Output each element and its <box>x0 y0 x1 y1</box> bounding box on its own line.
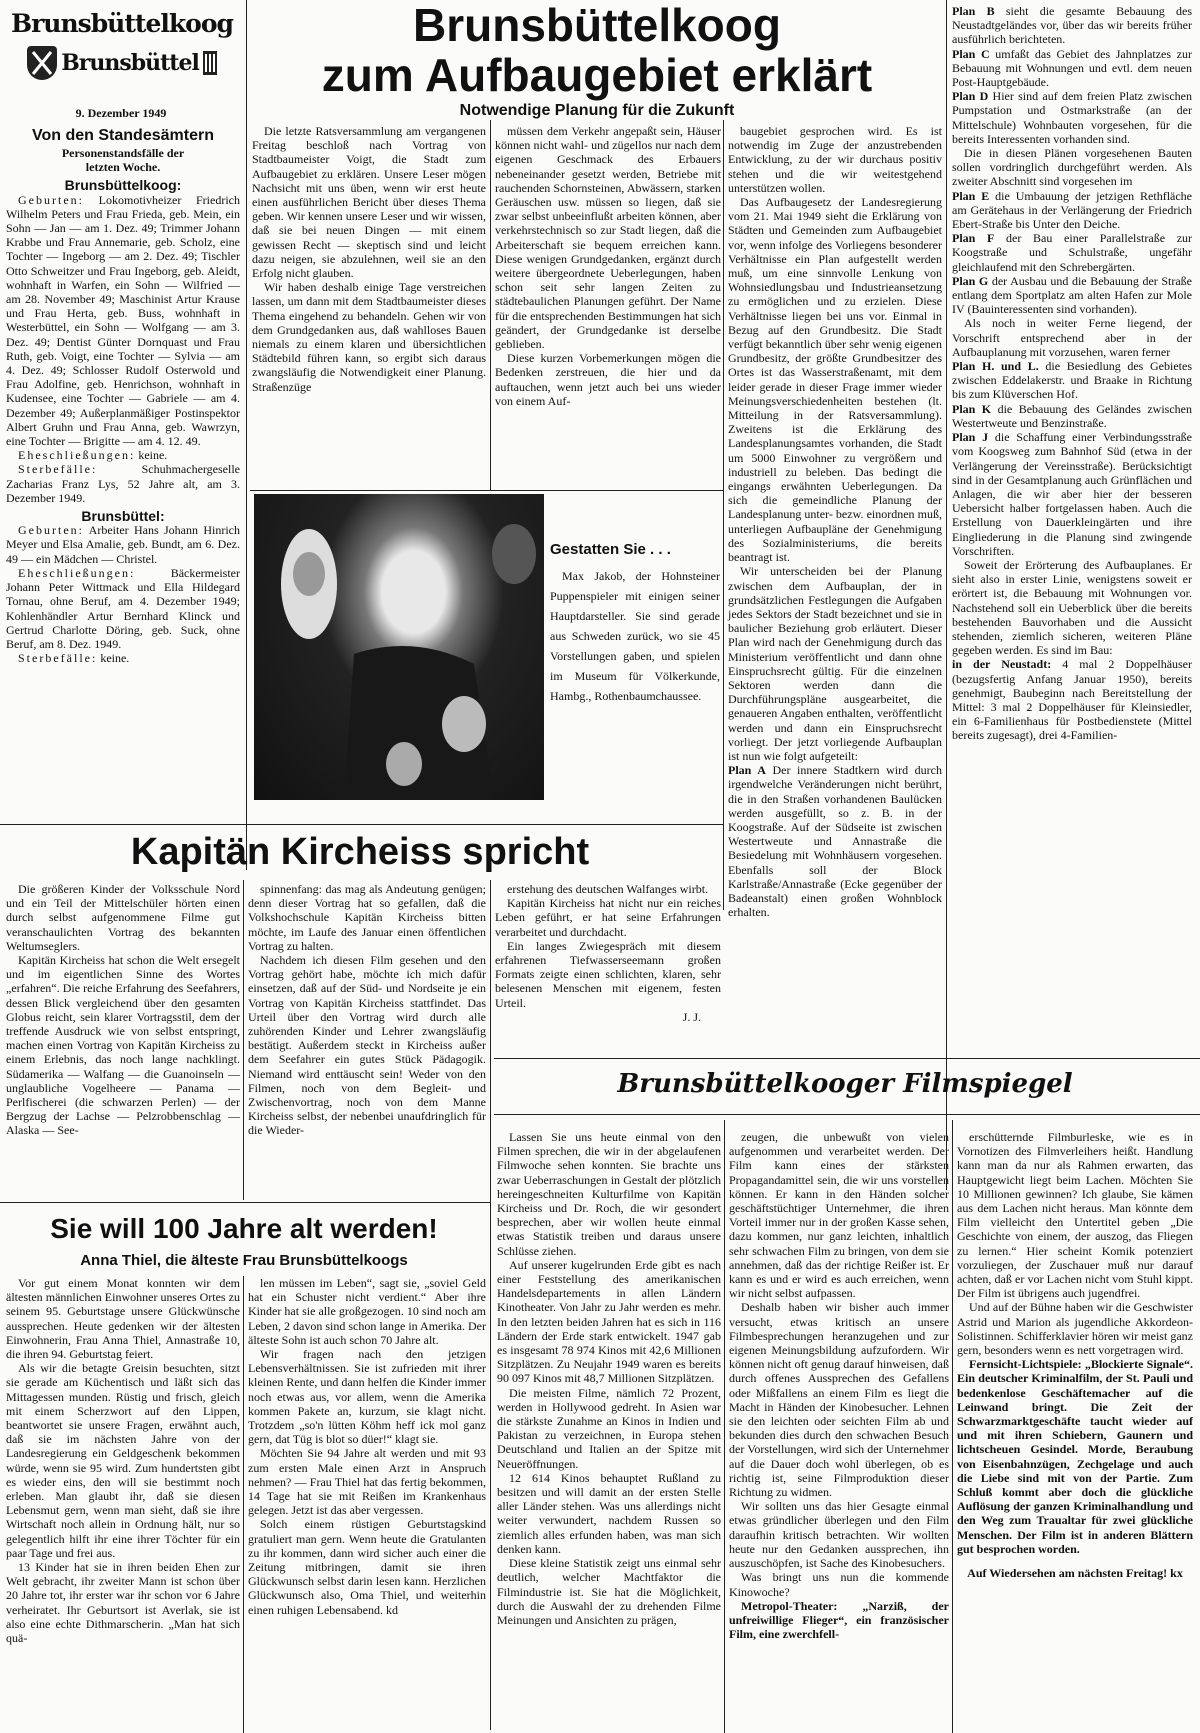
plan-label: Plan F <box>952 231 995 246</box>
paragraph: 12 614 Kinos behauptet Rußland zu besitzen und will damit an der ersten Stelle aller Länder stehen. Was uns allerdings nicht weiter verwundert, nachdem Russen so ziemlich alles erfunden haben, was man sich denken kann. <box>497 1470 721 1556</box>
coat-of-arms-icon <box>27 46 57 80</box>
paragraph: spinnenfang: das mag als Andeutung genügen; denn dieser Vortrag hat so gefallen, daß die Volkshochschule Kapitän Kircheiss bitten möchte, im Laufe des Januar einen öffentlichen Vortrag zu halten. <box>248 882 486 953</box>
paragraph: Als wir die betagte Greisin besuchten, sitzt sie gerade am Küchentisch und läßt sich das Mittagessen munden. Rüstig und frisch, gleich mit einem Scherzwort auf den Lippen, beantwortet sie unsere Fragen, erwähnt auch, daß sie im nächsten Jahre von der Landesregierung ein Geldgeschenk bekommen würde, wenn sie 95 wird. Zum hundertsten gibt es wieder eins, den will sie bestimmt noch erleben. Man glaubt ihr, daß sie diesen Lebensmut gern, wenn man sieht, daß sie ihre Wirtschaft noch allein in Ordnung hält, nur so gelegentlich hilft ihr eine ihrer Töchter für ein paar Tage und frei aus. <box>6 1361 240 1560</box>
deaths-text: Schuhmachergeselle Zacharias Franz Lys, 52 Jahre alt, am 3. Dezember 1949. <box>6 462 240 505</box>
paragraph: Deshalb haben wir bisher auch immer versucht, etwas kritisch an unsere Filmbesprechungen heranzugehen und zur eigenen Meinungsbildung aufzufordern. Wir können nicht oft genug darauf hinweisen, daß durch offenes Aussprechen des Gefallens oder Mißfallens an einem Film es liegt die Macht in Händen der Kinobesucher. Lehnen sie den leichten oder seichten Film ab und bekunden dies durch den schwachen Besuch der Vorstellungen, wird sich der Unternehmer auf die Dauer doch wohl überlegen, ob es richtig ist, seine Filmproduktion dieser Richtung zu widmen. <box>729 1300 949 1500</box>
thiel-subtitle: Anna Thiel, die älteste Frau Brunsbüttelkoogs <box>80 1252 408 1269</box>
births-label: Geburten: <box>18 523 84 538</box>
masthead-title: Brunsbüttelkoog <box>10 9 234 38</box>
paragraph: Die letzte Ratsversammlung am vergangenen Freitag beschloß nach Vortrag von Stadtbaumeister Voigt, die Stadt zum Aufbaugebiet zu erklären. Unsere Leser mögen Nachsicht mit uns üben, wenn wir erst heute einen ausführlichen Bericht über dieses Thema geben. Wir kennen unsere Leser und wir wissen, daß sie bei neuen Dingen — mit einem gewissen Recht — skeptisch sind und leicht dazu neigen, sie abzulehnen, weil sie an den Erfolg nicht glauben. <box>252 124 486 281</box>
masthead-ornament <box>203 51 217 75</box>
paragraph: Das Aufbaugesetz der Landesregierung vom 21. Mai 1949 sieht die Erklärung von Städten und Gemeinden zum Aufbaugebiet vor, wenn infolge des Vorliegens besonderer Verhältnisse ein Plan aufgestellt werden muß, um eine sinnvolle Lenkung von Wohnsiedlungsbau und Industrieansetzung zu ermöglichen und zu erzielen. Diese Verhältnisse liegen bei uns vor. Einmal in Bezug auf den Grundbesitz. Die Stadt verfügt bekanntlich über sehr wenig eigenen Grundbesitz, der größte Grundbesitzer des Ortes ist das Wasserstraßenamt, mit dem leider gerade in dieser Frage immer wieder Meinungsverschiedenheiten bestehen (lt. Mitteilung in der Ratsversammlung). Zweitens ist die Erklärung des Landesplanungsamtes vorhanden, die Stadt um 5000 Einwohner zu vergrößern und industriell zu beleben. Das bedingt die eingangs erwähnten Ueberlegungen. Da sich die gemeindliche Planung der Landesplanung unter- bezw. einordnen muß, unterliegen Aufbaupläne der Genehmigung des Sozialministeriums, die bereits beantragt ist. <box>728 195 942 565</box>
paragraph: Kapitän Kircheiss hat schon die Welt ersegelt und im eigentlichen Sinne des Wortes „erfahren“. Die reiche Erfahrung des Seefahrers, dessen Blick vergleichend über den gesamten Globus reicht, sein klarer Vortragsstil, dem der treffende Ausdruck wie von selbst entspringt, machen einen Vortrag von Kapitän Kircheiss zu einem Erlebnis, das noch lange nachklingt. Südamerika — Walfang — die Guanoinseln — unglaubliche Vogelheere — Panama — Perlfischerei (die schwarzen Perlen) — der Bergzug der Lachse — Pelzrobbenschlag — Alaska — See- <box>6 953 240 1138</box>
aufbau-headline-1: Brunsbüttelkoog <box>413 0 781 51</box>
paragraph: Solch einem rüstigen Geburtstagskind gratuliert man gern. Wenn heute die Gratulanten zu ihr kommen, dann wird sicher auch einer die Zeitung mitbringen, damit sie ihren Glückwunsch selbst darin lesen kann. Herzlichen Glückwunsch also, Oma Thiel, und weiterhin einen ruhigen Lebensabend. kd <box>248 1517 486 1617</box>
paragraph: baugebiet gesprochen wird. Es ist notwendig im Zuge der anzustrebenden Entwicklung, zu der wir durchaus positiv stehen und die wir weitestgehend unterstützen wollen. <box>728 124 942 195</box>
column-rule <box>723 120 724 910</box>
aufbau-subtitle: Notwendige Planung für die Zukunft <box>459 102 735 119</box>
plan-text: sieht die gesamte Bebauung des Neustadtgeländes vor, über das wir bereits früher ausführlich berichteten. <box>952 4 1193 47</box>
plan-label: Plan E <box>952 188 990 203</box>
section-rule <box>494 1114 1200 1115</box>
births-label: Geburten: <box>18 192 84 207</box>
signature: kx <box>1170 1566 1183 1581</box>
births-text: Arbeiter Hans Johann Hinrich Meyer und Elsa Amalie, geb. Bundt, am 6. Dez. 49 — ein Mädchen — Christel. <box>6 523 240 566</box>
deaths-text: keine. <box>100 651 130 666</box>
standesamt-subtitle: Personenstandsfälle der letzten Woche. <box>61 146 185 175</box>
paragraph: Vor gut einem Monat konnten wir dem ältesten männlichen Einwohner unseres Ortes zu seinem 95. Geburtstage unsere Glückwünsche aussprechen. Heute gedenken wir der ältesten Einwohnerin, Frau Anna Thiel, Annastraße 10, die ihren 94. Geburtstag feiert. <box>6 1276 240 1362</box>
births-text: Lokomotivheizer Friedrich Wilhelm Peters und Frau Frieda, geb. Mein, ein Sohn — Jan — am 1. Dez. 49; Trimmer Johann Krabbe und Frau Annemarie, geb. Scholz, eine Tochter — Ingeborg — am 2. Dez. 49; Tischler Otto Schweitzer und Frau Ingeborg, geb. Aleidt, wohnhaft in Warfen, ein Sohn — Wilfried — am 28. November 49; Maschinist Artur Krause und Frau Herta, geb. Buss, wohnhaft in Westerbüttel, ein Sohn — Wolfgang — am 3. Dez. 49; Dentist Günter Dornquast und Frau Ruth, geb. Voigt, eine Tochter — Sylvia — am 4. Dez. 49; Schlosser Rudolf Osterwold und Frau Adolfine, geb. Henrichson, wohnhaft in Kudensee, eine Tochter — Gabriele — am 4. Dezember 49; Außerplanmäßiger Postinspektor Albert Gruhn und Frau Anna, geb. Wawrzyn, eine Tochter — Brigitte — am 4. 12. 49. <box>6 192 240 449</box>
plan-label: Plan H. und L. <box>952 359 1039 374</box>
paragraph: Als noch in weiter Ferne liegend, der Vorschrift entsprechend aber in der Aufbauplanung mit vorzusehen, waren ferner <box>952 316 1192 359</box>
plan-label: Plan J <box>952 430 989 445</box>
signature: J. J. <box>682 1009 701 1024</box>
plan-text: 4 mal 2 Doppelhäuser (bezugsfertig Anfang Januar 1950), bereits genehmigt, Baubeginn nach Bereitstellung der Mittel: 3 mal 2 Doppelhäuser für Kleinsiedler, ein 6-Familienhaus für Postbedienstete (Mittel bereits zugesagt), drei 4-Familien- <box>952 657 1193 743</box>
koog-heading: Brunsbüttelkoog: <box>64 177 182 194</box>
plan-text: die Bebauung des Geländes zwischen Westertweute und Benzinstraße. <box>952 401 1192 430</box>
paragraph: Wir unterscheiden bei der Planung zwischen dem Aufbauplan, der in grundsätzlichen Festlegungen die Aufgaben jedes Sektors der Stadt bezeichnet und sie in baulicher Beziehung grob erläutert. Dieser Plan wird nach der Genehmigung durch das Ministerium veröffentlicht und dann ohne Einspruchsrecht gültig. Für die einzelnen Sektoren werden dann die Durchführungspläne ausgearbeitet, die genaueren Angaben enthalten, veröffentlicht werden und dann ein Einspruchsrecht vorliegt. Der jetzt vorliegende Aufbauplan ist nun wie folgt aufgeteilt: <box>728 564 942 763</box>
kircheiss-col-2 <box>248 882 486 1198</box>
plan-text: Hier sind auf dem freien Platz zwischen Pumpstation und Ostmarkstraße (an der Mittelschule) Wohnbauten vorgesehen, für die bereits Interessenten vorhanden sind. <box>952 89 1192 146</box>
plan-text: der Bau einer Parallelstraße zur Koogstraße und Schulstraße, ungefähr gleichlaufend mit den Schrebergärten. <box>952 231 1193 274</box>
paragraph: Auf unserer kugelrunden Erde gibt es nach einer Feststellung des amerikanischen Handelsdepartements in allen Ländern Kinotheater. Von Jahr zu Jahr werden es mehr. In den letzten beiden Jahren hat es sich in 116 Ländern der Erde stark entwickelt. 1947 gab es insgesamt 78 974 Kinos mit 42,6 Millionen Sitzplätzen. Zu Neujahr 1949 waren es bereits 90 097 Kinos mit 48,7 Millionen Sitzplätzen. <box>497 1257 721 1386</box>
section-rule <box>494 1058 1200 1059</box>
paragraph: Nachdem ich diesen Film gesehen und den Vortrag gehört habe, möchte ich mich dafür einsetzen, daß auf der Süd- und Nordseite je ein Vortrag von Kapitän Kircheiss stattfindet. Das Urteil über den Vortrag wird durch alle zuhörenden Kinder und Lehrer zwangsläufig bestätigt. Außerdem steckt in Kircheiss außer dem Seefahrer ein gutes Stück Pädagogik. Niemand wird enttäuscht sein! Weder von den Filmen, noch von dem Begleit- und Zwischenvortrag, noch von dem Manne Kircheiss selbst, der nebenbei unaufdringlich für die Wieder- <box>248 953 486 1138</box>
plan-label: Plan G <box>952 273 989 288</box>
column-rule <box>952 1120 953 1733</box>
paragraph: Was bringt uns nun die kommende Kinowoche? <box>729 1570 949 1599</box>
paragraph: Die meisten Filme, nämlich 72 Prozent, werden in Hollywood gedreht. In Asien war die stärkste Zunahme an Kinos in Indien und Pakistan zu verzeichnen, in Europa stehen Deutschland und Italien an der Spitze mit Neueröffnungen. <box>497 1385 721 1471</box>
puppeteer-photo <box>254 494 544 800</box>
paragraph: Wir sollten uns das hier Gesagte einmal etwas gründlicher überlegen und den Film daraufhin kritisch betrachten. Wir wollten heute nur den Gedanken aussprechen, ihn auszuschöpfen, ist Sache des Kinobesuchers. <box>729 1499 949 1571</box>
column-rule <box>243 880 244 1200</box>
paragraph: 13 Kinder hat sie in ihren beiden Ehen zur Welt gebracht, ihr zweiter Mann ist schon über 20 Jahre tot, ihr erster war ihr schon vor 6 Jahre verheiratet. Ihr Geburtsort ist Averlak, sie ist also eine echte Dithmarscherin. „Man hat sich quä- <box>6 1560 240 1646</box>
kircheiss-col-1 <box>6 882 240 1198</box>
plan-text: umfaßt das Gebiet des Jahnplatzes zur Bebauung mit Wohnungen und evtl. dem neuen Post-Hauptgebäude. <box>952 46 1192 90</box>
film-col-3 <box>957 1130 1193 1730</box>
plan-label: Plan C <box>952 46 990 61</box>
aufbau-headline-2: zum Aufbaugebiet erklärt <box>321 49 873 101</box>
plan-text: die Besiedlung des Gebietes zwischen Eddelakerstr. und Braake in Richtung bis zum Klüverschen Hof. <box>952 359 1193 402</box>
column-rule <box>246 0 247 870</box>
paragraph: erschütternde Filmburleske, wie es in Vornotizen des Filmverleihers heißt. Handlung kann man da nur als Rahmen erwarten, das Hauptgewicht liegt beim Lachen. Möchten Sie 10 Millionen gewinnen? Ich glaube, Sie kämen aus dem Lachen nicht heraus. Man könnte dem Film vielleicht den Untertitel geben „Die Geschichte von einem, der auszog, das Fliegen zu lernen.“ Hier scheint Komik potenziert vorzuliegen, der Zuschauer muß nur darauf achten, daß er vor Lachen nicht vom Stuhl kippt. Der Film ist übrigens auch jugendfrei. <box>957 1130 1193 1301</box>
column-rule <box>724 1120 725 1733</box>
plan-text: der Ausbau und die Bebauung der Straße entlang dem Sportplatz am alten Hafen zur Mole IV (Bauinteressenten sind vorhanden). <box>952 273 1193 317</box>
marriages-text: keine. <box>138 448 168 463</box>
plan-label: Plan B <box>952 4 995 18</box>
marriages-label: Eheschließungen: <box>18 565 136 580</box>
paragraph: Ein langes Zwiegespräch mit diesem erfahrenen Tiefwasserseemann großen Formats zeigte einen schlichten, klaren, sehr belesenen Menschen mit eigenem, festen Urteil. <box>495 938 721 1010</box>
standesamt-column <box>6 126 240 826</box>
plan-text: die Umbauung der jetzigen Rethfläche am Gerätehaus in der Verlängerung der Friedrich Ebert-Straße bis Unter den Deiche. <box>952 188 1193 232</box>
thiel-col-2 <box>248 1276 486 1731</box>
plan-label: Plan A <box>728 763 766 778</box>
masthead <box>6 6 238 98</box>
masthead-sub <box>6 46 238 80</box>
cinema-text: „Narziß, der unfreiwillige Flieger“, ein französischer Film, eine zwerchfell- <box>729 1598 950 1642</box>
plan-label: Plan D <box>952 89 989 104</box>
kircheiss-headline: Kapitän Kircheiss spricht <box>130 831 590 873</box>
paragraph: zeugen, die unbewußt von vielen aufgenommen und verarbeitet werden. Der Film kann eines der stärksten Propagandamittel sein, die wir uns vorstellen können. Er kann in den Händen solcher geschäftstüchtiger Unternehmer, die ihren Vorteil immer nur in der großen Kasse sehen, dazu kommen, nur ganz leichten, inhaltlich sehr schwachen Film zu bringen, von dem sie annehmen, daß das der richtige Reißer ist. Er kann es und er wird es auch erreichen, wenn wir nicht selbst aufpassen. <box>729 1130 949 1301</box>
deaths-label: Sterbefälle: <box>18 651 98 666</box>
paragraph: Die in diesen Plänen vorgesehenen Bauten sollen vordringlich durchgeführt werden. Als zweiter Abschnitt sind vorgesehen im <box>952 146 1192 189</box>
thiel-col-1 <box>6 1276 240 1731</box>
filmspiegel-headline: Brunsbüttelkooger Filmspiegel <box>617 1069 1073 1099</box>
issue-date: 9. Dezember 1949 <box>75 106 167 120</box>
photo-caption <box>550 540 720 780</box>
column-rule <box>243 1276 244 1733</box>
aufbau-col-3 <box>728 124 942 920</box>
column-rule <box>946 0 947 1190</box>
aufbau-col-1 <box>252 124 486 486</box>
cinema-label: Metropol-Theater: <box>741 1598 838 1613</box>
paragraph: Und auf der Bühne haben wir die Geschwister Astrid und Marion als jugendliche Akkordeon-Solistinnen. Schifferklavier hören wir meist ganz gern, besonders wenn es nett vorgetragen wird. <box>957 1300 1193 1358</box>
paragraph: Kapitän Kircheiss hat nicht nur ein reiches Leben geführt, er hat seine Erfahrungen verarbeitet und durchdacht. <box>495 896 721 939</box>
marriages-text: Bäckermeister Johann Peter Wittmack und Ella Hildegard Tornau, ohne Beruf, am 4. Dezember 1949; Kohlenhändler Artur Bernhard Klinck und Gertrud Charlotte Döring, geb. Suck, ohne Beruf, am 8. Dez. 1949. <box>6 565 240 651</box>
aufbau-col-2 <box>495 124 721 486</box>
marriages-label: Eheschließungen: <box>18 448 136 463</box>
section-rule <box>0 1202 490 1203</box>
paragraph: Möchten Sie 94 Jahre alt werden und mit 93 zum ersten Male einen Arzt in Anspruch nehmen? — Frau Thiel hat das fertig bekommen, 14 Tage hat sie mit Reißen im Krankenhaus gelegen. Jetzt ist das aber vergessen. <box>248 1446 486 1518</box>
section-rule <box>0 824 723 825</box>
plan-label: in der Neustadt: <box>952 657 1052 672</box>
aufbau-right-column <box>952 4 1192 1189</box>
paragraph: Wir haben deshalb einige Tage verstreichen lassen, um dann mit dem Stadtbaumeister dieses Thema eingehend zu behandeln. Gehen wir von dem Grundgedanken aus, daß wahlloses Bauen niemals zu einem klaren und übersichtlichen Städtebild führen kann, so ergibt sich daraus zwangsläufig die Notwendigkeit einer Planung. Straßenzüge <box>252 280 486 394</box>
section-rule <box>250 490 723 491</box>
paragraph: Wir fragen nach den jetzigen Lebensverhältnissen. Sie ist zufrieden mit ihrer kleinen Rente, und dann helfen die Kinder immer noch etwas aus, vor allem, wenn die Amerika kommen Pakete an, kurzum, sie klagt nicht. Trotzdem „so'n lütten Köhm heff ick mol ganz gern, dat Tüg is blot so düer!“ klagt sie. <box>248 1347 486 1447</box>
paragraph: Diese kleine Statistik zeigt uns einmal sehr deutlich, welcher Machtfaktor die Filmindustrie ist. Sie hat die Möglichkeit, durch die Auswahl der zu drehenden Filme Meinungen und Ansichten zu prägen, <box>497 1556 721 1627</box>
cinema-text: „Blockierte Signale“. Ein deutscher Kriminalfilm, der St. Pauli und bedenkenlose Geschäftemacher auf die Leinwand bringt. Die Zeit der Schwarzmarktgeschäfte taucht wieder auf und mit ihren Schiebern, Gaunern und lichtscheuen Gesindel. Morde, Beraubung von Eisenbahnzügen, Zechgelage und auch die Liebe sind mit von der Partie. Zum Schluß kommt aber doch die glückliche Auflösung der ganzen Kriminalhandlung und den Weg zum Traualtar für zwei glückliche Menschen. Der Film ist in anderen Blättern gut besprochen worden. <box>957 1357 1193 1556</box>
kircheiss-col-3 <box>495 882 721 1052</box>
masthead-subtitle: Brunsbüttel <box>61 50 199 76</box>
plan-text: Der innere Stadtkern wird durch irgendwelche Veränderungen nicht berührt, die in den Straßen vorhandenen Baulücken werden ausgefüllt, so z. B. in der Koogstraße. Auf der Südseite ist zwischen Westertweute und Annastraße die Besiedelung mit Wohnhäusern vorgesehen. Ebenfalls soll der Block Karlstraße/Annastraße (Ecke gegenüber der Badeanstalt) einen großen Wohnblock erhalten. <box>728 763 942 920</box>
paragraph: Lassen Sie uns heute einmal von den Filmen sprechen, die wir in der abgelaufenen Filmwoche sehen konnten. Sie brachte uns zwar Ueberraschungen in Gestalt der plötzlich hereingeschneiten Kulturfilme von Kapitän Kircheiss und Dr. Roch, die wir gesondert besprechen, aber wir wollen heute einmal etwas Statistik treiben und daraus unsere Schlüsse ziehen. <box>497 1130 721 1258</box>
paragraph: erstehung des deutschen Walfanges wirbt. <box>507 882 709 896</box>
film-col-2 <box>729 1130 949 1730</box>
deaths-label: Sterbefälle: <box>18 462 98 477</box>
plan-text: die Schaffung einer Verbindungsstraße vom Koogsweg zum Bahnhof Süd (etwa in der Verlängerung der Vereinsstraße). Berücksichtigt sind in der Gesamtplanung auch Grünflächen und Anlagen, die wir aber hier der besseren Uebersicht halber fortgelassen haben. Auch die Erstellung von Dauerkleingärten und ihre Eingliederung in die Planung sind zwingende Vorschriften. <box>952 430 1193 558</box>
plan-label: Plan K <box>952 401 992 416</box>
paragraph: Die größeren Kinder der Volksschule Nord und ein Teil der Mittelschüler hörten einen durch selbst aufgenommene Filme gut veranschaulichten Vortrag des bekannten Weltumseglers. <box>6 882 240 953</box>
paragraph: Diese kurzen Vorbemerkungen mögen die Bedenken zerstreuen, die hier und da auftauchen, wenn jetzt auch bei uns wieder von einem Auf- <box>495 351 721 408</box>
paragraph: Soweit der Erörterung des Aufbauplanes. Er sieht also in erster Linie, wenigstens soweit er erörtert ist, die Bebauung mit Wohnungen vor. Nachstehend soll ein Ueberblick über die bereits bestehenden Bauvorhaben und die Aussicht stehenden, ziemlich sicheren, weiteren Pläne gegeben werden. Es sind im Bau: <box>952 557 1192 658</box>
column-rule <box>490 880 491 1730</box>
standesamt-title: Von den Standesämtern <box>32 127 214 144</box>
cinema-label: Fernsicht-Lichtspiele: <box>969 1357 1082 1372</box>
film-col-1 <box>497 1130 721 1730</box>
paragraph: len müssen im Leben“, sagt sie, „soviel Geld hat ein Schuster nicht verdient.“ Aber ihre Kinder hat sie alle großgezogen. 10 sind noch am Leben, 2 davon sind schon lange in Amerika. Der älteste Sohn ist auch schon 70 Jahre alt. <box>248 1276 486 1347</box>
caption-text: Max Jakob, der Hohnsteiner Puppenspieler mit einigen seiner Hauptdarsteller. Sie sind gerade aus Schweden zurück, wo sie 45 Vorstellungen gaben, und spielen im Museum für Völkerkunde, Hambg., Rothenbaumchaussee. <box>550 569 720 703</box>
paragraph: müssen dem Verkehr angepaßt sein, Häuser können nicht wahl- und zügellos nur nach dem eigenen Geschmack des Erbauers nebeneinander gesetzt werden, Betriebe mit rauchenden Schornsteinen, Abwässern, starken Geräuschen usw. müssen so liegen, daß sie zwar selbst unbeeinflußt arbeiten können, aber verkehrstechnisch so zur Stadt liegen, daß die Arbeiterschaft sie bequem erreichen kann. Diese wenigen Grundgedanken, ergänzt durch weitere übergeordnete Ueberlegungen, haben schon seit sehr langen Zeiten zu städtebaulichen Planungen geführt. Der Name für die entsprechenden Bestimmungen hat sich geändert, der Grundgedanke ist derselbe geblieben. <box>495 124 721 352</box>
btl-heading: Brunsbüttel: <box>81 508 165 525</box>
caption-title: Gestatten Sie . . . <box>550 541 671 558</box>
thiel-headline: Sie will 100 Jahre alt werden! <box>50 1213 438 1244</box>
column-rule <box>490 120 491 490</box>
closing-line: Auf Wiedersehen am nächsten Freitag! <box>967 1566 1168 1581</box>
